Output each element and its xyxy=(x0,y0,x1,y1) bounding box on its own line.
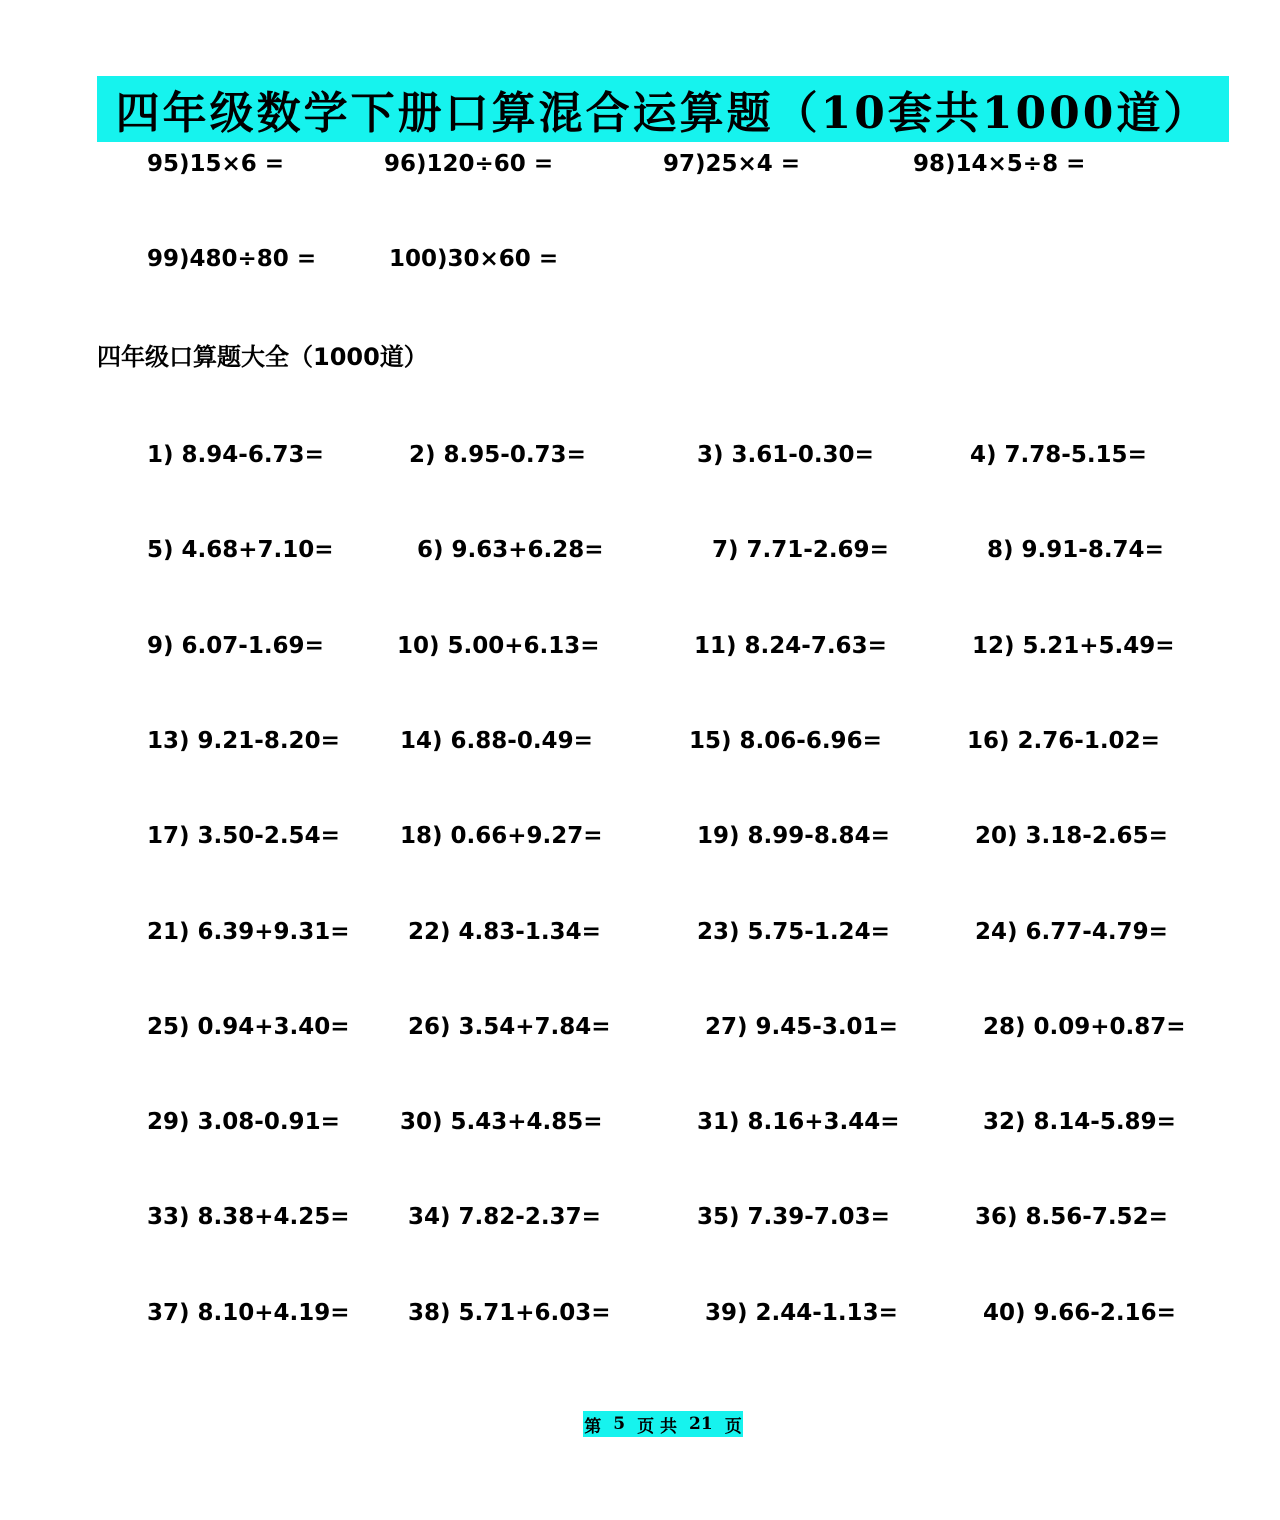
problem-item: 21) 6.39+9.31= xyxy=(147,919,350,945)
page-number-footer xyxy=(583,1411,743,1437)
problem-item: 30) 5.43+4.85= xyxy=(400,1109,603,1135)
problem-item: 37) 8.10+4.19= xyxy=(147,1300,350,1326)
problem-item: 39) 2.44-1.13= xyxy=(705,1300,898,1326)
problem-item: 15) 8.06-6.96= xyxy=(689,728,882,754)
footer-prefix: 第 xyxy=(584,1416,602,1437)
footer-middle: 页 共 xyxy=(637,1416,678,1437)
problem-item: 18) 0.66+9.27= xyxy=(400,823,603,849)
problem-item: 40) 9.66-2.16= xyxy=(983,1300,1176,1326)
problem-row xyxy=(0,533,1280,567)
problem-item: 33) 8.38+4.25= xyxy=(147,1204,350,1230)
problem-item: 17) 3.50-2.54= xyxy=(147,823,340,849)
footer-total-pages: 21 xyxy=(689,1414,713,1434)
carryover-row xyxy=(0,147,1280,181)
problem-item: 35) 7.39-7.03= xyxy=(697,1204,890,1230)
problem-item: 1) 8.94-6.73= xyxy=(147,442,324,468)
section-heading: 四年级口算题大全（1000道） xyxy=(97,343,428,371)
problem-item: 14) 6.88-0.49= xyxy=(400,728,593,754)
problem-item: 97)25×4 = xyxy=(663,151,801,177)
problem-row xyxy=(0,819,1280,853)
problem-item: 19) 8.99-8.84= xyxy=(697,823,890,849)
title-banner xyxy=(97,76,1229,142)
problem-item: 27) 9.45-3.01= xyxy=(705,1014,898,1040)
problem-item: 8) 9.91-8.74= xyxy=(987,537,1164,563)
problem-item: 26) 3.54+7.84= xyxy=(408,1014,611,1040)
problem-row xyxy=(0,1105,1280,1139)
problem-item: 9) 6.07-1.69= xyxy=(147,633,324,659)
problem-item: 2) 8.95-0.73= xyxy=(409,442,586,468)
problem-item: 98)14×5÷8 = xyxy=(913,151,1086,177)
problem-row xyxy=(0,1010,1280,1044)
problem-item: 22) 4.83-1.34= xyxy=(408,919,601,945)
problem-item: 6) 9.63+6.28= xyxy=(417,537,604,563)
problem-item: 32) 8.14-5.89= xyxy=(983,1109,1176,1135)
page-title: 四年级数学下册口算混合运算题（10套共1000道） xyxy=(115,88,1211,139)
problem-item: 100)30×60 = xyxy=(389,246,559,272)
problem-row xyxy=(0,629,1280,663)
problem-item: 5) 4.68+7.10= xyxy=(147,537,334,563)
problem-item: 25) 0.94+3.40= xyxy=(147,1014,350,1040)
problem-item: 12) 5.21+5.49= xyxy=(972,633,1175,659)
problem-item: 16) 2.76-1.02= xyxy=(967,728,1160,754)
problem-item: 24) 6.77-4.79= xyxy=(975,919,1168,945)
problem-item: 36) 8.56-7.52= xyxy=(975,1204,1168,1230)
problem-row xyxy=(0,1296,1280,1330)
problem-item: 7) 7.71-2.69= xyxy=(712,537,889,563)
problem-item: 10) 5.00+6.13= xyxy=(397,633,600,659)
problem-row xyxy=(0,915,1280,949)
footer-page-number: 5 xyxy=(613,1414,626,1434)
problem-item: 23) 5.75-1.24= xyxy=(697,919,890,945)
problem-item: 20) 3.18-2.65= xyxy=(975,823,1168,849)
problem-item: 96)120÷60 = xyxy=(384,151,554,177)
problem-item: 3) 3.61-0.30= xyxy=(697,442,874,468)
problem-row xyxy=(0,1200,1280,1234)
problem-item: 95)15×6 = xyxy=(147,151,285,177)
problem-item: 28) 0.09+0.87= xyxy=(983,1014,1186,1040)
problem-row xyxy=(0,724,1280,758)
problem-row xyxy=(0,438,1280,472)
problem-item: 38) 5.71+6.03= xyxy=(408,1300,611,1326)
footer-suffix: 页 xyxy=(724,1416,742,1437)
carryover-row xyxy=(0,242,1280,276)
problem-item: 11) 8.24-7.63= xyxy=(694,633,887,659)
problem-item: 29) 3.08-0.91= xyxy=(147,1109,340,1135)
problem-item: 99)480÷80 = xyxy=(147,246,317,272)
problem-item: 4) 7.78-5.15= xyxy=(970,442,1147,468)
problem-item: 31) 8.16+3.44= xyxy=(697,1109,900,1135)
problem-item: 34) 7.82-2.37= xyxy=(408,1204,601,1230)
problem-item: 13) 9.21-8.20= xyxy=(147,728,340,754)
